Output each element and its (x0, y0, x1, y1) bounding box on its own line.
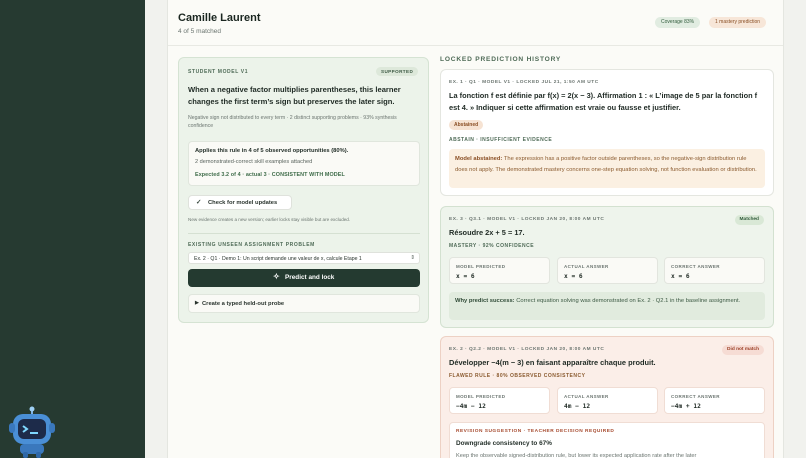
abstain-text: The expression has a positive factor outside parentheses, so the negative-sign distribution rule does not apply. The demonstrated mastery concerns one-step equation solving, not function evaluation or distribution. (455, 156, 757, 173)
revision-suggestion (449, 422, 765, 458)
card-meta: EX. 3 · Q3.1 · MODEL V1 · LOCKED JAN 20, 8:00 AM UTC (449, 217, 605, 222)
why-lead: Why predict success: (455, 298, 515, 304)
student-model-label: STUDENT MODEL V1 (188, 69, 249, 75)
abstain-label: ABSTAIN · INSUFFICIENT EVIDENCE (449, 137, 553, 143)
create-probe-toggle[interactable] (188, 294, 420, 313)
rule-text: When a negative factor multiplies parentheses, this learner changes the first term’s sign but preserves the later sign. (188, 85, 401, 106)
student-page (167, 0, 784, 458)
check-model-updates-label: Check for model updates (208, 200, 278, 206)
answer-label: CORRECT ANSWER (671, 264, 720, 269)
check-icon: ✓ (196, 199, 202, 206)
answer-label: MODEL PREDICTED (456, 394, 506, 399)
check-model-updates-button[interactable] (188, 195, 292, 210)
chevron-updown-icon: ⇕ (410, 255, 415, 261)
card-question: Développer −4(m − 3) en faisant apparaître chaque produit. (449, 358, 656, 367)
answer-value: x = 6 (671, 273, 690, 280)
flawed-rule-label: FLAWED RULE · 80% OBSERVED CONSISTENCY (449, 373, 586, 379)
observation-box (188, 141, 420, 186)
card-question: Résoudre 2x + 5 = 17. (449, 228, 525, 237)
mastery-label: MASTERY · 92% CONFIDENCE (449, 243, 535, 249)
did-not-match-badge: Did not match (722, 345, 764, 355)
problem-select-value: Ex. 2 · Q1 · Demo 1: Un script demande une valeur de x, calcule Étape 1 (194, 256, 362, 262)
coverage-badge: Coverage 83% (655, 17, 700, 28)
revision-label: REVISION SUGGESTION · TEACHER DECISION REQUIRED (456, 429, 615, 434)
answer-value: x = 6 (564, 273, 583, 280)
why-text: Correct equation solving was demonstrated on Ex. 2 · Q2.1 in the baseline assignment. (514, 298, 741, 304)
predict-and-lock-button[interactable] (188, 269, 420, 287)
student-name: Camille Laurent (178, 12, 261, 24)
answer-value: −4m + 12 (671, 403, 701, 410)
history-title: LOCKED PREDICTION HISTORY (440, 56, 562, 63)
revision-title: Downgrade consistency to 67% (456, 440, 552, 447)
mastery-prediction-badge: 1 mastery prediction (709, 17, 766, 28)
revision-text: Keep the observable signed-distribution rule, but lower its expected application rate after the later (456, 453, 697, 458)
rule-meta: Negative sign not distributed to every term · 2 distinct supporting problems · 93% synthesis confidence (188, 115, 397, 129)
existing-problem-label: EXISTING UNSEEN ASSIGNMENT PROBLEM (188, 242, 315, 248)
observation-result: Expected 3.2 of 4 · actual 3 · CONSISTENT WITH MODEL (195, 172, 345, 178)
model-predicted-box (449, 257, 550, 284)
card-question: La fonction f est définie par f(x) = 2(x − 3). Affirmation 1 : « L’image de 5 par la fonction f est 4. » Indiquer si cette affirmation est vraie ou fausse et justifier. (449, 91, 758, 112)
card-meta: EX. 1 · Q1 · MODEL V1 · LOCKED JUL 21, 1:50 AM UTC (449, 80, 599, 85)
abstained-badge: Abstained (449, 120, 483, 130)
assistant-robot-icon[interactable] (8, 406, 56, 458)
answer-label: ACTUAL ANSWER (564, 394, 609, 399)
triangle-right-icon: ▶ (195, 300, 199, 306)
answer-value: x = 6 (456, 273, 475, 280)
correct-answer-box (664, 387, 765, 414)
abstain-explanation (449, 149, 765, 188)
lock-note: New evidence creates a new version; earlier locks stay visible but are excluded. (188, 217, 351, 222)
main-area (145, 0, 806, 458)
model-predicted-box (449, 387, 550, 414)
app-sidebar (0, 0, 145, 458)
prediction-card-abstained (440, 69, 774, 196)
prediction-card-matched (440, 206, 774, 328)
correct-answer-box (664, 257, 765, 284)
actual-answer-box (557, 387, 658, 414)
sparkle-icon: ✧ (273, 272, 280, 281)
supported-badge: SUPPORTED (376, 67, 418, 76)
student-header (168, 0, 784, 46)
answer-label: CORRECT ANSWER (671, 394, 720, 399)
answer-value: 4m − 12 (564, 403, 591, 410)
answer-label: MODEL PREDICTED (456, 264, 506, 269)
create-probe-label: Create a typed held-out probe (202, 301, 285, 307)
problem-select[interactable] (188, 252, 420, 264)
observation-title: Applies this rule in 4 of 5 observed opportunities (80%). (195, 148, 349, 154)
predict-and-lock-label: Predict and lock (285, 274, 335, 281)
abstain-lead: Model abstained: (455, 156, 503, 162)
observation-subtitle: 2 demonstrated-correct skill examples attached (195, 159, 313, 165)
answer-value: −4m − 12 (456, 403, 486, 410)
card-meta: EX. 2 · Q2.2 · MODEL V1 · LOCKED JAN 20, 8:00 AM UTC (449, 347, 605, 352)
actual-answer-box (557, 257, 658, 284)
matched-badge: Matched (735, 215, 764, 225)
answer-label: ACTUAL ANSWER (564, 264, 609, 269)
student-model-card (178, 57, 429, 323)
why-predict-success (449, 292, 765, 320)
matched-count: 4 of 5 matched (178, 28, 221, 35)
divider (188, 233, 420, 234)
prediction-card-mismatch (440, 336, 774, 458)
